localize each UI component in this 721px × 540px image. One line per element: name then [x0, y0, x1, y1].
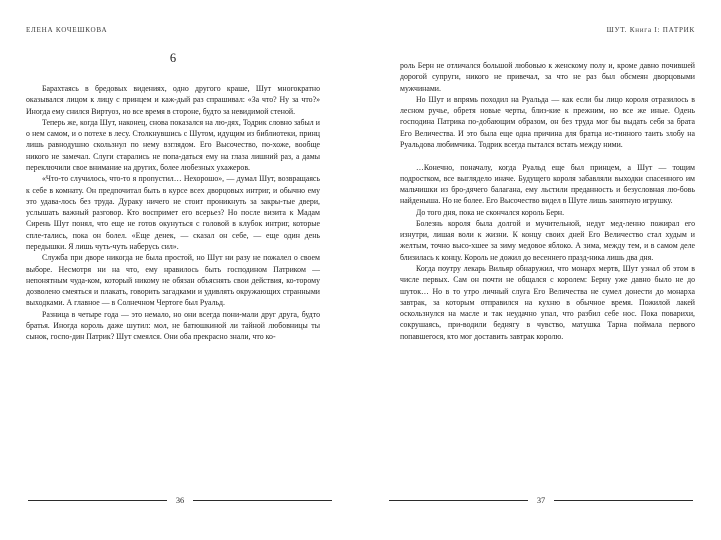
right-page-footer [389, 497, 693, 505]
right-page-number: 37 [536, 495, 546, 505]
paragraph: …Конечно, поначалу, когда Руальд еще был принцем, а Шут — тощим подростком, все выглядело иначе. Будущего короля забавляли выходки спасенного им мальчишки из бро-дячего балагана, ему льстили преданность и безусловная лю-бовь найденыша. Но не более. Его Высочество видел в Шуте лишь занятную игрушку. [400, 162, 695, 206]
right-page [361, 0, 721, 540]
paragraph: Разница в четыре года — это немало, но они всегда пони-мали друг друга, будто братья. Иногда король даже шутил: мол, не батюшкиной ли тайной любовницы ты сынок, госпо-дин Патрик? Шут смеялся. Они оба прекрасно знали, что ко- [26, 309, 320, 342]
left-page [0, 0, 360, 540]
paragraph: роль Берн не отличался большой любовью к женскому полу и, кроме давно почившей дорогой супруги, никого не привечал, за что не раз был обсмеян дворцовыми мужчинами. [400, 61, 695, 93]
right-body-text [400, 60, 695, 342]
paragraph: Но Шут и впрямь походил на Руальда — как если бы лицо короля отразилось в лесном ручье, обретя новые черты, близ-кие к прежним, но все же иные. Одень господина Патрика по-добающим образом, он без труда мог бы выдать себя за брата Его Величества. И это была еще одна причина для братца ис-тинного таить злобу на Руальдова любимчика. Тодрик всегда пытался встать между ними. [400, 94, 695, 149]
paragraph: Когда поутру лекарь Вильяр обнаружил, что монарх мертв, Шут узнал об этом в числе первых. Сам он почти не общался с королем: Берну уже давно было не до шуток… Но в то утро личный слуга Его Величества не сумел донести до монарха завтрак, за которым отправился на кухню в обычное время. Пожилой лакей оскользнулся на масле и так неудачно упал, что разбил себе нос. Пока поварихи, сокрушаясь, при-водили беднягу в чувство, матушка Тарна поймала первого попавшегося, кто мог доставить завтрак королю. [400, 264, 695, 341]
right-page-text-block [400, 0, 695, 540]
paragraph: Болезнь короля была долгой и мучительной, недуг мед-ленно пожирал его изнутри, лишая воли к жизни. К концу своих дней Его Величество стал худым и желтым, точно высо-хшее за зиму медовое яблоко. А зима, между тем, и в самом деле близилась к концу. Король не дожил до весеннего празд-ника лишь два дня. [400, 218, 695, 262]
paragraph: «Что-то случилось, что-то я пропустил… Нехорошо», — думал Шут, возвращаясь к себе в комнату. Он предпочитал быть в курсе всех дворцовых интриг, и обычно ему это удава-лось без труда. Дураку ничего не стоит проникнуть за закры-тые двери, услышать важный разговор. Кто воспримет его всерьез? Но после визита к Мадам Сирень Шут понял, что еще не готов окунуться с головой в клубок интриг, которые спле-тались, пока он болел. «Еще денек, — сказал он себе, — еще один день передышки. Я лишь чуть-чуть наберусь сил». [26, 174, 320, 251]
paragraph: Барахтаясь в бредовых видениях, одно другого краше, Шут многократно оказывался лицом к лицу с принцем и каж-дый раз спрашивал: «За что? Ну за что?» Иногда ему снился Виртуоз, но все время в стороне, будто за невидимой стеной. [26, 84, 320, 116]
left-page-number: 36 [175, 495, 185, 505]
right-running-head: ШУТ. Книга I: ПАТРИК [606, 26, 695, 34]
chapter-number: 6 [169, 51, 177, 65]
left-page-text-block [26, 0, 320, 540]
left-page-footer [28, 497, 332, 505]
footer-rule-right [554, 500, 693, 501]
left-body-text [26, 83, 320, 342]
footer-rule-right [193, 500, 332, 501]
paragraph: До того дня, пока не скончался король Берн. [416, 207, 565, 217]
left-running-head: ЕЛЕНА КОЧЕШКОВА [26, 26, 108, 34]
footer-rule-left [389, 500, 528, 501]
paragraph: Служба при дворе никогда не была простой, но Шут ни разу не пожалел о своем выборе. Несмотря ни на что, ему нравилось быть господином Патриком — непонятным чуда-ком, который никому не обязан объяснять свои действия, ко-торому дозволено смеяться и плакать, говорить загадками и удивлять окружающих странными выходками. А главное — в Солнечном Чертоге был Руальд. [26, 253, 320, 308]
footer-rule-left [28, 500, 167, 501]
paragraph: Теперь же, когда Шут, наконец, снова показался на лю-дях, Тодрик словно забыл и о нем самом, и о потехе в лесу. Столкнувшись с Шутом, идущим из библиотеки, принц лишь равнодушно скользнул по нему взглядом. Его Высочество, по-хоже, вообще никого не замечал. Слуги старались не попа-даться ему на глаза лишний раз, а дамы переключили свое внимание на других, более любезных ухажеров. [26, 117, 320, 172]
